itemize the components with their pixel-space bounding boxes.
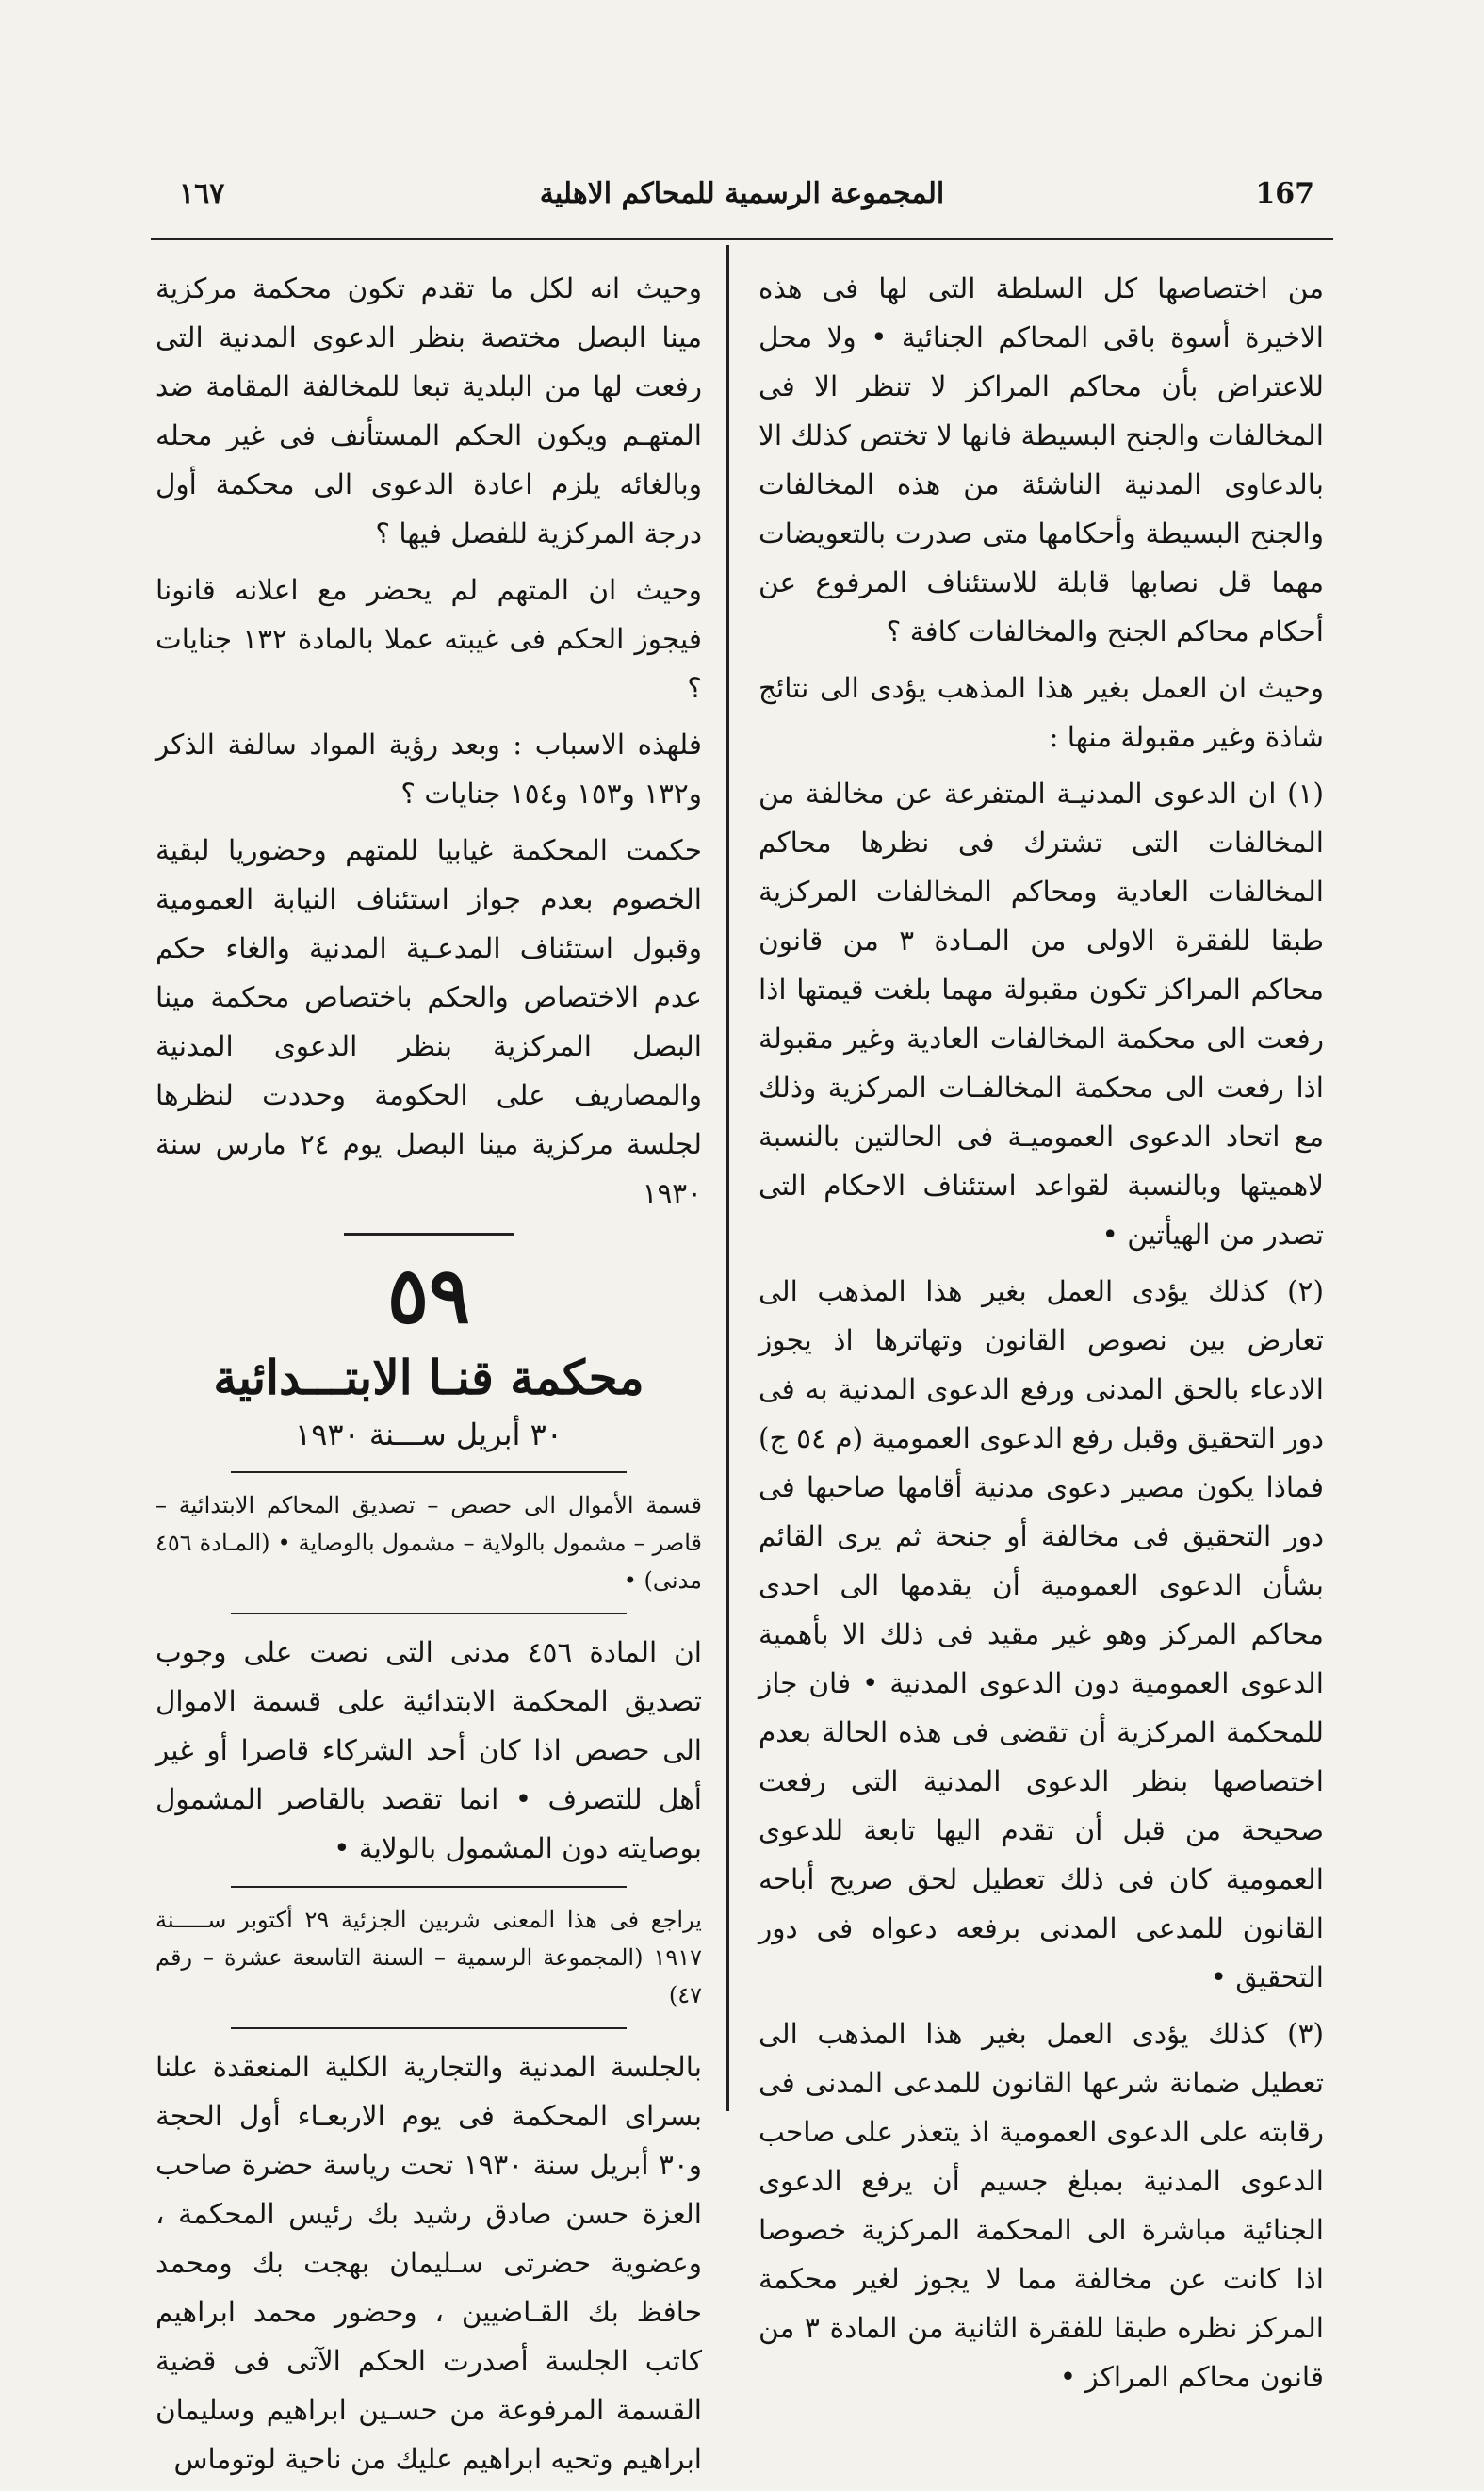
paragraph: وحيث ان المتهم لم يحضر مع اعلانه قانونا فيجوز الحكم فى غيبته عملا بالمادة ١٣٢ جنايات ؟ bbox=[155, 574, 702, 704]
running-title: المجموعة الرسمية للمحاكم الاهلية bbox=[539, 177, 945, 210]
paragraph: (١) ان الدعوى المدنيـة المتفرعة عن مخالفة من المخالفات التى تشترك فى نظرها محاكم المخالفات العادية ومحاكم المخالفات المركزية طبقا للفقرة الاولى من المـادة ٣ من قانون محاكم المراكز تكون مقبولة مهما بلغت قيمتها اذا رفعت الى محكمة المخالفات العادية وغير مقبولة اذا رفعت الى محكمة المخالفـات المركزية وذلك مع اتحاد الدعوى العموميـة فى الحالتين بالنسبة لاهميتها وبالنسبة لقواعد استئناف الاحكام التى تصدر من الهيأتين • bbox=[758, 778, 1325, 1251]
paragraph: حكمت المحكمة غيابيا للمتهم وحضوريا لبقية الخصوم بعدم جواز استئناف النيابة العمومية وقبول استئناف المدعـية المدنية والغاء حكم عدم الاختصاص والحكم باختصاص محكمة مينا البصل المركزية بنظر الدعوى المدنية والمصاريف على الحكومة وحددت لنظرها لجلسة مركزية مينا البصل يوم ٢٤ مارس سنة ١٩٣٠ bbox=[155, 834, 702, 1209]
paragraph: فلهذه الاسباب : وبعد رؤية المواد سالفة الذكر و١٣٢ و١٥٣ و١٥٤ جنايات ؟ bbox=[155, 729, 702, 810]
paragraph: (٣) كذلك يؤدى العمل بغير هذا المذهب الى تعطيل ضمانة شرعها القانون للمدعى المدنى فى رقابته على الدعوى العمومية اذ يتعذر على صاحب الدعوى المدنية بمبلغ جسيم أن يرفع الدعوى الجنائية مباشرة الى المحكمة المركزية خصوصا اذا كانت عن مخالفة مما لا يجوز لغير محكمة المركز نظره طبقا للفقرة الثانية من المادة ٣ من قانون محاكم المراكز • bbox=[758, 2018, 1325, 2393]
case-summary: قسمة الأموال الى حصص – تصديق المحاكم الابتدائية – قاصر – مشمول بالولاية – مشمول بالوصاية • (المـادة ٤٥٦ مدنى) • bbox=[155, 1492, 702, 1594]
paragraph: وحيث انه لكل ما تقدم تكون محكمة مركزية مينا البصل مختصة بنظر الدعوى المدنية التى رفعت لها من البلدية تبعا للمخالفة المقامة ضد المتهـم ويكون الحكم المستأنف فى غير محله وبالغائه يلزم اعادة الدعوى الى محكمة أول درجة المركزية للفصل فيها ؟ bbox=[155, 272, 702, 549]
case-date: ٣٠ أبريل ســـنة ١٩٣٠ bbox=[295, 1417, 563, 1452]
paragraph: (٢) كذلك يؤدى العمل بغير هذا المذهب الى تعارض بين نصوص القانون وتهاترها اذ يجوز الادعاء بالحق المدنى ورفع الدعوى المدنية به فى دور التحقيق وقبل رفع الدعوى العمومية (م ٥٤ ج) فماذا يكون مصير دعوى مدنية أقامها صاحبها فى دور التحقيق فى مخالفة أو جنحة ثم يرى القائم بشأن الدعوى العمومية أن يقدمها الى احدى محاكم المركز وهو غير مقيد فى ذلك الا بأهمية الدعوى العمومية دون الدعوى المدنية • فان جاز للمحكمة المركزية أن تقضى فى هذه الحالة بعدم اختصاصها بنظر الدعوى المدنية التى رفعت صحيحة من قبل أن تقدم اليها تابعة للدعوى العمومية كان فى ذلك تعطيل لحق صريح أباحه القانون للمدعى المدنى برفعه دعواه فى دور التحقيق • bbox=[758, 1275, 1324, 1993]
header-rule bbox=[151, 238, 1333, 240]
reference-note: يراجع فى هذا المعنى شربين الجزئية ٢٩ أكتوبر ســـــنة ١٩١٧ (المجموعة الرسمية – السنة التاسعة عشرة – رقم ٤٧) bbox=[155, 1907, 702, 2008]
right-column bbox=[758, 264, 1324, 2409]
legal-principle: ان المادة ٤٥٦ مدنى التى نصت على وجوب تصديق المحكمة الابتدائية على قسمة الاموال الى حصص اذا كان أحد الشركاء قاصرا أو غير أهل للتصرف • انما تقصد بالقاصر المشمول بوصايته دون المشمول بالولاية • bbox=[155, 1636, 702, 1864]
paragraph: من اختصاصها كل السلطة التى لها فى هذه الاخيرة أسوة باقى المحاكم الجنائية • ولا محل للاعتراض بأن محاكم المراكز لا تنظر الا فى المخالفات والجنح البسيطة فانها لا تختص كذلك الا بالدعاوى المدنية الناشئة من هذه المخالفات والجنح البسيطة وأحكامها متى صدرت بالتعويضات مهما قل نصابها قابلة للاستئناف المرفوع عن أحكام محاكم الجنح والمخالفات كافة ؟ bbox=[758, 272, 1324, 647]
case-number: ٥٩ bbox=[386, 1251, 471, 1341]
column-divider bbox=[726, 245, 729, 2111]
left-column bbox=[155, 264, 702, 2491]
session-rule bbox=[231, 2027, 627, 2029]
principle-rule bbox=[231, 1613, 627, 1614]
court-name: محكمة قنـا الابتـــدائية bbox=[213, 1350, 644, 1405]
paragraph: بالجلسة المدنية والتجارية الكلية المنعقدة علنا بسراى المحكمة فى يوم الاربعـاء أول الحجة و٣٠ أبريل سنة ١٩٣٠ تحت رياسة حضرة صاحب العزة حسن صادق رشيد بك رئيس المحكمة ، وعضوية حضرتى سـليمان بهجت بك ومحمد حافظ بك القـاضيين ، وحضور محمد ابراهيم كاتب الجلسة أصدرت الحكم الآتى فى قضية القسمة المرفوعة من حسـين ابراهيم وسليمان ابراهيم وتحيه ابراهيم عليك من ناحية لوتوماس bbox=[155, 2051, 702, 2475]
page-header bbox=[151, 177, 1333, 224]
paragraph: وحيث ان العمل بغير هذا المذهب يؤدى الى نتائج شاذة وغير مقبولة منها : bbox=[758, 672, 1324, 753]
summary-rule bbox=[231, 1471, 627, 1473]
section-rule bbox=[344, 1233, 514, 1236]
reference-rule bbox=[231, 1886, 627, 1888]
page-number-latin: 167 bbox=[1255, 177, 1314, 210]
page-number-arabic: ١٦٧ bbox=[179, 177, 225, 210]
